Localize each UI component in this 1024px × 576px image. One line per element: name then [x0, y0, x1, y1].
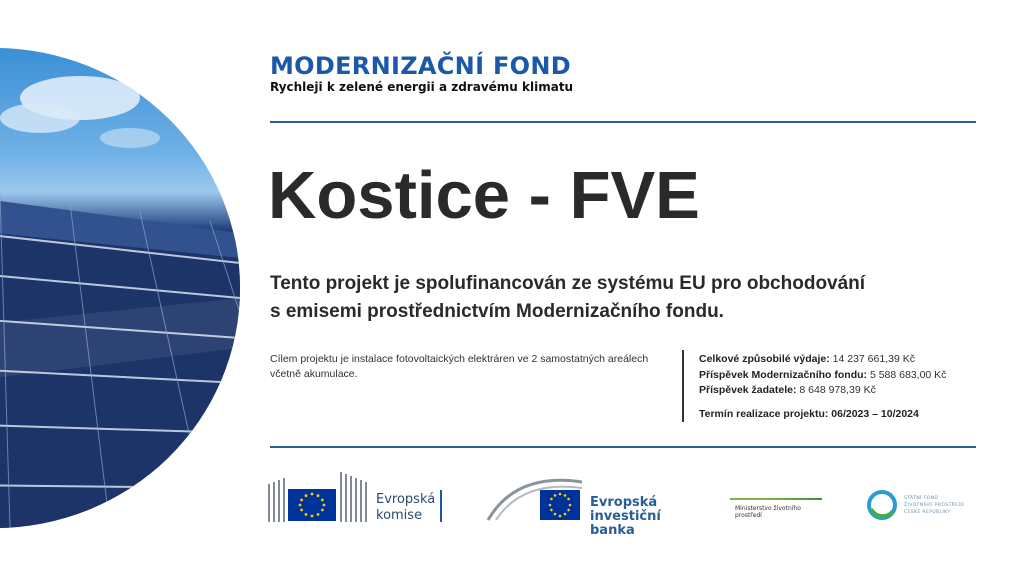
sfzp-label-line2: ŽIVOTNÍHO PROSTŘEDÍ	[904, 503, 965, 508]
funding-statement	[270, 270, 950, 326]
cost-summary	[699, 352, 946, 399]
bottom-divider	[270, 446, 976, 448]
eib-label-line2: investiční banka	[590, 509, 661, 538]
project-goal: Cílem projektu je instalace fotovoltaických elektráren ve 2 samostatných areálech včetně akumulace.	[270, 353, 649, 380]
fund-slogan: Rychleji k zelené energii a zdravému klimatu	[270, 80, 574, 94]
european-commission-emblem	[268, 470, 372, 524]
european-commission-logo	[268, 470, 448, 524]
ec-label-line1: Evropská	[376, 492, 436, 507]
mzp-logo	[728, 495, 824, 517]
eligible-costs-label: Celkové způsobilé výdaje:	[699, 353, 830, 365]
eib-label-line1: Evropská	[590, 495, 658, 510]
sfzp-logo	[866, 489, 981, 523]
fund-contribution-value: 5 588 683,00 Kč	[869, 368, 947, 381]
sfzp-emblem	[866, 489, 898, 521]
fund-contribution-row	[699, 368, 946, 384]
solar-panel-photo	[0, 48, 240, 528]
sfzp-label-line1: STÁTNÍ FOND	[904, 496, 939, 501]
applicant-contribution-value: 8 648 978,39 Kč	[799, 384, 876, 396]
funding-line-2: s emisemi prostřednictvím Modernizačního fondu.	[270, 301, 724, 322]
vertical-divider	[682, 350, 684, 422]
eligible-costs-row	[699, 352, 946, 368]
top-divider	[270, 121, 976, 123]
applicant-contribution-row	[699, 383, 946, 399]
ec-divider	[440, 490, 442, 522]
project-term: Termín realizace projektu: 06/2023 – 10/2024	[699, 408, 919, 420]
applicant-contribution-label: Příspěvek žadatele:	[699, 384, 797, 396]
fund-title: MODERNIZAČNÍ FOND	[270, 52, 571, 80]
funding-line-1: Tento projekt je spolufinancován ze systému EU pro obchodování	[270, 273, 866, 294]
sfzp-label-line3: ČESKÉ REPUBLIKY	[904, 510, 951, 515]
fund-contribution-label: Příspěvek Modernizačního fondu:	[699, 368, 868, 381]
eib-logo	[486, 472, 696, 538]
eib-emblem	[486, 472, 586, 524]
ec-label-line2: komise	[376, 508, 423, 523]
mzp-label: Ministerstvo životního prostředí	[735, 505, 801, 519]
eligible-costs-value: 14 237 661,39 Kč	[832, 353, 915, 365]
project-title: Kostice - FVE	[268, 158, 700, 233]
mzp-stripe	[730, 498, 822, 500]
